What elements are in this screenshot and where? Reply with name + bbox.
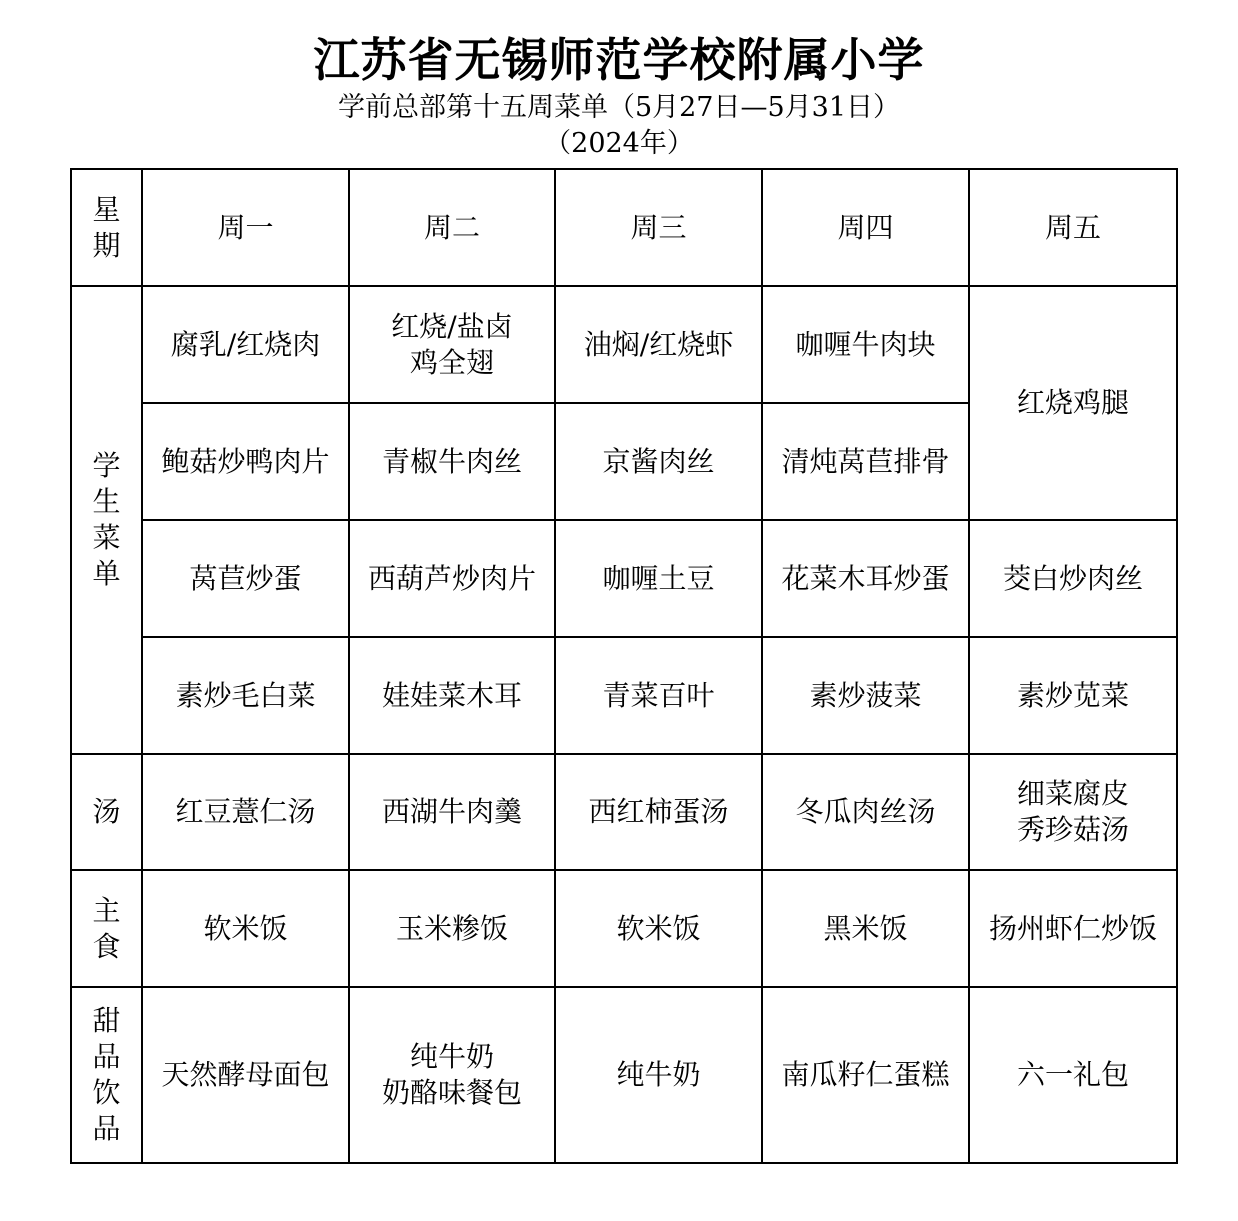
menu-cell: 鲍菇炒鸭肉片 [142, 403, 349, 520]
page-title: 江苏省无锡师范学校附属小学 [313, 33, 925, 87]
day-header-friday: 周五 [969, 169, 1177, 286]
menu-cell: 素炒毛白菜 [142, 637, 349, 754]
dessert-cell: 南瓜籽仁蛋糕 [762, 987, 969, 1163]
menu-cell: 西葫芦炒肉片 [349, 520, 555, 637]
menu-cell: 青菜百叶 [555, 637, 762, 754]
dessert-cell: 纯牛奶 奶酪味餐包 [349, 987, 555, 1163]
day-header-thursday: 周四 [762, 169, 969, 286]
staple-label-cell [71, 870, 142, 987]
staple-cell: 玉米糁饭 [349, 870, 555, 987]
corner-label: 星期 [92, 192, 121, 262]
header-row [71, 169, 1177, 286]
menu-cell: 娃娃菜木耳 [349, 637, 555, 754]
staple-cell: 软米饭 [142, 870, 349, 987]
menu-cell: 油焖/红烧虾 [555, 286, 762, 403]
menu-cell: 红烧/盐卤 鸡全翅 [349, 286, 555, 403]
day-header-monday: 周一 [142, 169, 349, 286]
menu-cell: 素炒苋菜 [969, 637, 1177, 754]
soup-cell: 冬瓜肉丝汤 [762, 754, 969, 870]
soup-cell: 西红柿蛋汤 [555, 754, 762, 870]
soup-cell: 西湖牛肉羹 [349, 754, 555, 870]
soup-cell: 红豆薏仁汤 [142, 754, 349, 870]
staple-cell: 软米饭 [555, 870, 762, 987]
day-header-wednesday: 周三 [555, 169, 762, 286]
dessert-cell: 纯牛奶 [555, 987, 762, 1163]
day-header-tuesday: 周二 [349, 169, 555, 286]
menu-cell: 腐乳/红烧肉 [142, 286, 349, 403]
student-menu-row-1 [71, 286, 1177, 403]
menu-cell: 茭白炒肉丝 [969, 520, 1177, 637]
staple-row [71, 870, 1177, 987]
menu-subtitle: 学前总部第十五周菜单（5月27日—5月31日） [337, 92, 901, 123]
dessert-row [71, 987, 1177, 1163]
menu-cell: 咖喱土豆 [555, 520, 762, 637]
student-menu-label: 学生菜单 [92, 449, 121, 590]
staple-label: 主食 [92, 893, 121, 963]
menu-cell: 京酱肉丝 [555, 403, 762, 520]
menu-cell: 咖喱牛肉块 [762, 286, 969, 403]
student-menu-row-3 [71, 520, 1177, 637]
student-menu-label-cell [71, 286, 142, 754]
staple-cell: 黑米饭 [762, 870, 969, 987]
menu-table [70, 168, 1178, 1164]
dessert-label-cell [71, 987, 142, 1163]
dessert-cell: 六一礼包 [969, 987, 1177, 1163]
dessert-label: 甜品饮品 [92, 1004, 121, 1145]
menu-cell: 素炒菠菜 [762, 637, 969, 754]
menu-cell: 花菜木耳炒蛋 [762, 520, 969, 637]
staple-cell: 扬州虾仁炒饭 [969, 870, 1177, 987]
soup-cell: 细菜腐皮 秀珍菇汤 [969, 754, 1177, 870]
menu-year: （2024年） [544, 128, 694, 159]
corner-header-cell [71, 169, 142, 286]
menu-cell: 清炖莴苣排骨 [762, 403, 969, 520]
soup-label-cell [71, 754, 142, 870]
student-menu-row-4 [71, 637, 1177, 754]
soup-row [71, 754, 1177, 870]
menu-cell: 莴苣炒蛋 [142, 520, 349, 637]
soup-label: 汤 [92, 795, 121, 828]
friday-merged-cell: 红烧鸡腿 [969, 286, 1177, 520]
menu-cell: 青椒牛肉丝 [349, 403, 555, 520]
dessert-cell: 天然酵母面包 [142, 987, 349, 1163]
